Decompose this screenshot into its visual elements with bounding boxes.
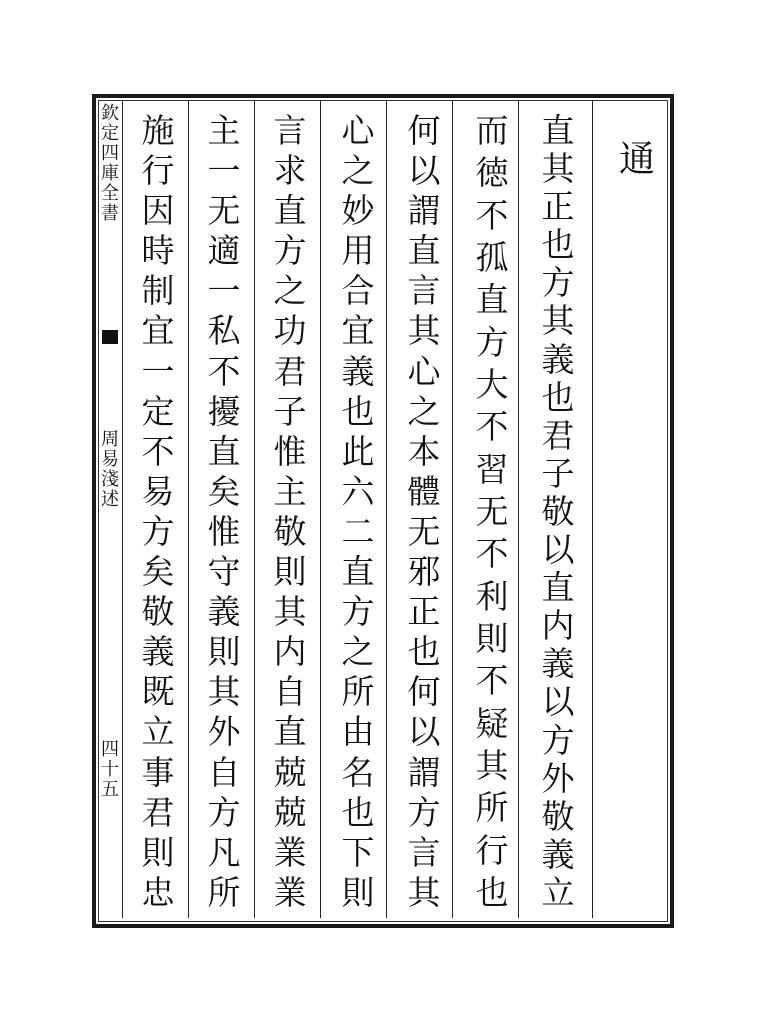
character: 正: [541, 187, 575, 227]
margin-character: 定: [101, 123, 119, 144]
margin-character: 易: [101, 449, 119, 470]
character: 習: [475, 449, 509, 489]
character: 業: [273, 872, 307, 912]
character: 也: [407, 632, 441, 672]
character: 一: [207, 151, 241, 191]
character: 不: [475, 661, 509, 701]
margin-character: 全: [101, 183, 119, 204]
character: 敬: [141, 592, 175, 632]
character: 内: [273, 632, 307, 672]
margin-character: 周: [101, 429, 119, 450]
character: 之: [341, 151, 375, 191]
character: 利: [475, 576, 509, 616]
margin-collection-title: [99, 104, 121, 224]
margin-character: 四: [101, 739, 119, 760]
character: 本: [407, 431, 441, 471]
character: 方: [475, 322, 509, 362]
text-column-5: [260, 112, 320, 912]
character: 言: [407, 832, 441, 872]
character: 主: [207, 111, 241, 150]
character: 求: [273, 151, 307, 191]
character: 行: [141, 151, 175, 191]
character: 方: [541, 720, 575, 760]
character: 直: [541, 111, 575, 150]
character: 因: [141, 191, 175, 231]
character: 既: [141, 672, 175, 712]
text-column-4: [328, 112, 388, 912]
character: 謂: [407, 752, 441, 792]
character: 敬: [273, 511, 307, 551]
character: 其: [541, 301, 575, 341]
character: 何: [407, 672, 441, 712]
character: 不: [475, 407, 509, 447]
character: 義: [541, 339, 575, 379]
character: 也: [341, 391, 375, 431]
character: 宜: [341, 311, 375, 351]
character: 子: [541, 453, 575, 493]
character: 由: [341, 712, 375, 752]
character: 大: [475, 364, 509, 404]
character: 制: [141, 271, 175, 311]
character: 心: [341, 111, 375, 150]
character: 則: [141, 832, 175, 872]
character: 所: [341, 672, 375, 712]
character: 易: [141, 471, 175, 511]
character: 言: [407, 271, 441, 311]
character: 謂: [407, 191, 441, 231]
character: 其: [407, 311, 441, 351]
character: 則: [207, 632, 241, 672]
character: 義: [541, 644, 575, 684]
character: 不: [141, 431, 175, 471]
character: 適: [207, 231, 241, 271]
character: 无: [475, 491, 509, 531]
character: 直: [273, 712, 307, 752]
margin-book-title: [99, 430, 121, 510]
margin-character: 欽: [101, 103, 119, 124]
character: 用: [341, 231, 375, 271]
character: 疑: [475, 703, 509, 743]
margin-character: 淺: [101, 469, 119, 490]
character: 言: [273, 111, 307, 150]
character: 所: [207, 872, 241, 912]
character: 以: [407, 151, 441, 191]
text-column-2: [462, 112, 522, 912]
character: 方: [273, 231, 307, 271]
character: 合: [341, 271, 375, 311]
character: 自: [207, 752, 241, 792]
character: 行: [475, 830, 509, 870]
margin-character: 十: [101, 759, 119, 780]
character: 以: [541, 682, 575, 722]
character: 體: [407, 471, 441, 511]
character: 方: [541, 263, 575, 303]
character: 義: [541, 834, 575, 874]
margin-character: 庫: [101, 163, 119, 184]
character: 不: [475, 195, 509, 235]
character: 名: [341, 752, 375, 792]
character: 一: [141, 351, 175, 391]
character: 内: [541, 606, 575, 646]
character: 兢: [273, 792, 307, 832]
character: 直: [273, 191, 307, 231]
character: 敬: [541, 796, 575, 836]
margin-character: 四: [101, 143, 119, 164]
character: 宜: [141, 311, 175, 351]
character: 之: [273, 271, 307, 311]
character: 无: [207, 191, 241, 231]
character: 直: [407, 231, 441, 271]
column-rule: [320, 100, 321, 918]
character: 也: [541, 225, 575, 265]
character: 以: [541, 530, 575, 570]
character: 私: [207, 311, 241, 351]
character: 之: [341, 632, 375, 672]
character: 則: [273, 552, 307, 592]
character: 心: [407, 351, 441, 391]
character: 而: [475, 111, 509, 150]
character: 立: [541, 872, 575, 912]
character: 也: [475, 872, 509, 912]
character: 直: [475, 280, 509, 320]
character: 義: [141, 632, 175, 672]
text-column-3: [394, 112, 454, 912]
character: 其: [541, 149, 575, 189]
character: 外: [541, 758, 575, 798]
column-rule: [254, 100, 255, 918]
character: 自: [273, 672, 307, 712]
character: 所: [475, 788, 509, 828]
character: 君: [273, 351, 307, 391]
margin-page-number: [99, 740, 121, 800]
character: 其: [475, 745, 509, 785]
character: 一: [207, 271, 241, 311]
character: 其: [207, 672, 241, 712]
character: 之: [407, 391, 441, 431]
margin-character: 書: [101, 203, 119, 224]
character: 六: [341, 471, 375, 511]
column-rule: [592, 100, 593, 918]
character: 正: [407, 592, 441, 632]
character: 功: [273, 311, 307, 351]
character: 方: [407, 792, 441, 832]
character: 方: [207, 792, 241, 832]
character: 忠: [141, 872, 175, 912]
character: 方: [341, 592, 375, 632]
character: 則: [475, 618, 509, 658]
character: 業: [273, 832, 307, 872]
character: 外: [207, 712, 241, 752]
character: 義: [207, 592, 241, 632]
character: 惟: [273, 431, 307, 471]
margin-character: 五: [101, 779, 119, 800]
character: 无: [407, 511, 441, 551]
section-heading: 通: [618, 139, 655, 180]
character: 主: [273, 471, 307, 511]
character: 直: [541, 568, 575, 608]
character: 施: [141, 111, 175, 150]
character: 不: [475, 534, 509, 574]
character: 君: [141, 792, 175, 832]
character: 兢: [273, 752, 307, 792]
character: 何: [407, 111, 441, 150]
character: 時: [141, 231, 175, 271]
character: 直: [341, 552, 375, 592]
character: 方: [141, 511, 175, 551]
character: 直: [207, 431, 241, 471]
character: 也: [341, 792, 375, 832]
column-rule: [122, 100, 123, 918]
character: 凡: [207, 832, 241, 872]
character: 其: [407, 872, 441, 912]
column-rule: [188, 100, 189, 918]
character: 二: [341, 511, 375, 551]
character: 則: [341, 872, 375, 912]
character: 定: [141, 391, 175, 431]
character: 不: [207, 351, 241, 391]
character: 立: [141, 712, 175, 752]
character: 敬: [541, 491, 575, 531]
character: 其: [273, 592, 307, 632]
text-column-7: [128, 112, 188, 912]
character: 孤: [475, 237, 509, 277]
character: 事: [141, 752, 175, 792]
text-column-1: [528, 112, 588, 912]
character: 邪: [407, 552, 441, 592]
character: 下: [341, 832, 375, 872]
character: 矣: [141, 552, 175, 592]
character: 以: [407, 712, 441, 752]
character: 徳: [475, 153, 509, 193]
text-column-6: [194, 112, 254, 912]
character: 守: [207, 552, 241, 592]
character: 矣: [207, 471, 241, 511]
character: 子: [273, 391, 307, 431]
character: 惟: [207, 511, 241, 551]
character: 義: [341, 351, 375, 391]
character: 也: [541, 377, 575, 417]
margin-character: 述: [101, 489, 119, 510]
character: 此: [341, 431, 375, 471]
character: 君: [541, 415, 575, 455]
character: 擾: [207, 391, 241, 431]
fish-tail-mark: [102, 330, 118, 344]
character: 妙: [341, 191, 375, 231]
